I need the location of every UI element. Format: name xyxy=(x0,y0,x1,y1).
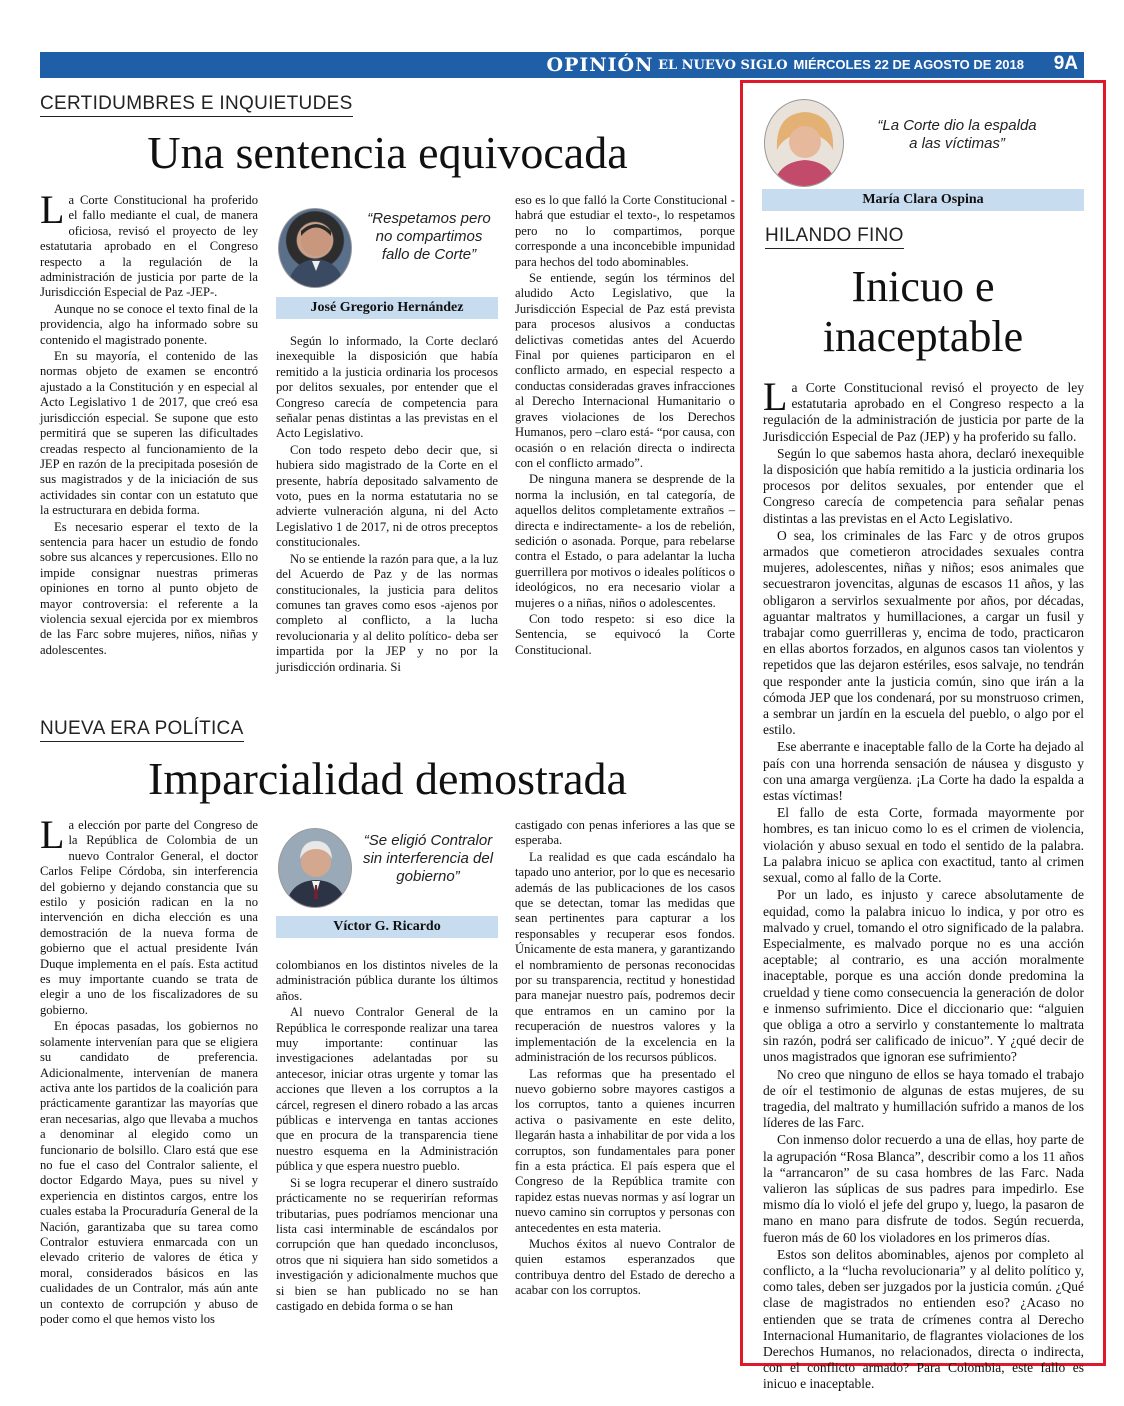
section-title: OPINIÓN xyxy=(546,54,654,76)
paragraph: En épocas pasadas, los gobiernos no solamente intervenían para que se eligiera su candidato de preferencia. Adicionalmente, intervenían de manera activa ante los partidos de la coalición para prácticamente garantizar las mayorías que eran necesarias, algo que llevaba a muchos a denominar al elegido como un funcionario de bolsillo. Claro está que ese no fue el caso del Contralor saliente, el doctor Edgardo Maya, pues su nivel y experiencia en distintos cargos, entre los cuales estaba la Procuraduría General de la Nación, garantizaba que su tarea como Contralor estuviera enmarcada con un elevado criterio de valores de ética y moral, considerados básicos en las cualidades de un Contralor, más aún ante un contexto de corrupción y abuso de poder como el que hemos visto los xyxy=(40,1019,258,1326)
paragraph: En su mayoría, el contenido de las normas objeto de examen se encontró ajustado a la Constitución y en especial al Acto Legislativo 1 de 2017, que creó esa jurisdicción especial. Se supone que esto permitirá que se superen las dificultades creadas respecto al funcionamiento de la JEP en razón de la precipitada posesión de sus magistrados y de la iniciación de sus actividades sin contar con un estatuto que la estructurara en debida forma. xyxy=(40,349,258,518)
paragraph: Ese aberrante e inaceptable fallo de la Corte ha dejado al país con una horrenda sensación de náusea y disgusto y con una amarga vergüenza. ¡La Corte ha dado la espalda a estas víctimas! xyxy=(763,739,1084,804)
author-name: María Clara Ospina xyxy=(762,189,1084,211)
paragraph: La elección por parte del Congreso de la República de Colombia de un nuevo Contralor General, el doctor Carlos Felipe Córdoba, sin interferencia del gobierno y dejando constancia que su estilo y posición radican en la no intervención en dicha elección es una demostración de la nueva forma de gobierno que el actual presidente Iván Duque implementa en el país. Esta actitud es muy importante cuando se trata de elegir a uno de los fiscalizadores de su gobierno. xyxy=(40,812,258,1017)
article1-column-1 xyxy=(40,187,258,659)
paragraph: Según lo que sabemos hasta ahora, declaró inexequible la disposición que había remitido a la justicia ordinaria los procesos por delitos sexuales, por entender que el Congreso carecía de competencia para señalar penas distintas a las previstas en el Acto Legislativo. xyxy=(763,445,1084,526)
portrait-icon xyxy=(279,209,352,288)
paragraph: Con todo respeto: si eso dice la Sentencia, se equivocó la Corte Constitucional. xyxy=(515,611,735,657)
paragraph: Si se logra recuperar el dinero sustraído prácticamente no se requerirían reformas tributarias, pues podríamos mencionar una lista casi interminable de escándalos por corrupción que han quedado inconclusos, otros que ni siquiera han sido sometidos a investigación y adicionalmente muchos que si bien se han publicado no se han castigado en debida forma o se han xyxy=(276,1175,498,1313)
page-number: 9A xyxy=(1053,53,1078,74)
headline-line: Inicuo e xyxy=(851,262,995,311)
author-name: Víctor G. Ricardo xyxy=(276,916,498,938)
article1-headline: Una sentencia equivocada xyxy=(147,127,628,178)
paragraph: O sea, los criminales de las Farc y de otros grupos armados que cometieron atrocidades sexuales contra mujeres, adolescentes, niñas y niños; esos animales que secuestraron jovencitas, algunas de escasos 11 años, y las obligaron a servirlos sexualmente por años, por décadas, aguantar maltratos y humillaciones, a cargar un fusil y trabajar como guerrilleras y, encima de todo, practicaron en ellas abortos forzados, en algunos casos tan violentos y repetidos que las dejaron estériles, esos salvaje, no tendrán que responder ante la justicia común, sino que irán a la cómoda JEP que los condenará, por su monstruoso crimen, a sembrar un jardín en la escuela del pueblo, o algo por el estilo. xyxy=(763,527,1084,738)
paragraph: De ninguna manera se desprende de la norma la inclusión, en tal categoría, de aquellos delitos completamente extraños –directa e indirectamente- a los de rebelión, sedición o asonada. Porque, para rebelarse contra el Estado, o para adelantar la lucha guerrillera por motivos o ideales políticos o ideológicos, no era necesario violar a mujeres o a niñas, niños o adolescentes. xyxy=(515,472,735,610)
article2-quote-box xyxy=(276,826,498,942)
pull-quote: “Respetamos pero no compartimos fallo de Corte” xyxy=(367,210,491,263)
article1-quote-box xyxy=(276,198,498,322)
article3-headline xyxy=(762,262,1084,362)
issue-date: MIÉRCOLES 22 DE AGOSTO DE 2018 xyxy=(793,57,1024,72)
article3-body xyxy=(763,374,1084,1394)
paragraph: No se entiende la razón para que, a la luz del Acuerdo de Paz y de las normas constitucionales, la justicia para delitos comunes tan graves como esos -ajenos por completo al conflicto, a la lucha revolucionaria y al delito político- deba ser impartida por la JEP y no por la jurisdicción ordinaria. Si xyxy=(276,551,498,674)
paragraph: colombianos en los distintos niveles de la administración pública durante los últimos años. xyxy=(276,958,498,1003)
article2-headline: Imparcialidad demostrada xyxy=(148,753,627,804)
portrait-icon xyxy=(279,829,352,908)
headline-line: inaceptable xyxy=(822,312,1024,361)
issue-info xyxy=(658,57,1024,73)
paragraph: eso es lo que falló la Corte Constitucional -habrá que estudiar el texto-, lo respetamos pero no lo compartimos, porque corresponde a una inconcebible impunidad para hechos del todo abominables. xyxy=(515,193,735,269)
paragraph: Con todo respeto debo decir que, si hubiera sido magistrado de la Corte en el presente, habría depositado salvamento de voto, pues en la norma estatutaria no se advierte vulneración alguna, ni del Acto Legislativo 1 de 2017, ni de otros preceptos constitucionales. xyxy=(276,442,498,550)
paragraph: Según lo informado, la Corte declaró inexequible la disposición que había remitido a la justicia ordinaria los procesos por delitos sexuales, por entender que el Congreso carecía de competencia para señalar penas distintas a las previstas en el Acto Legislativo. xyxy=(276,334,498,441)
author-name: José Gregorio Hernández xyxy=(276,297,498,319)
article2-column-3 xyxy=(515,818,735,1300)
article1-kicker: CERTIDUMBRES E INQUIETUDES xyxy=(40,93,353,117)
newspaper-name: EL NUEVO SIGLO xyxy=(658,58,788,73)
paragraph: La realidad es que cada escándalo ha tapado uno anterior, por lo que es necesario además de las publicaciones de los casos que se detectan, tomar las medidas que sean pertinentes para capturar a los responsables y recuperar esos fondos. Únicamente de esta manera, y garantizando el nombramiento de personas reconocidas por su transparencia, rectitud y honestidad para manejar nuestro país, podremos decir que entramos en un camino por la recuperación de nuestros valores y la implementación de la excelencia en la administración de los recursos públicos. xyxy=(515,849,735,1065)
paragraph: Por un lado, es injusto y carece absolutamente de equidad, como la palabra inicuo lo indica, y por otro es malvado y cruel, tomando el otro significado de la palabra. Especialmente, es malvado porque no es una acción aceptable; al contrario, es una acción moralmente inaceptable, porque es una acción donde predomina la crueldad y tiene como consecuencia la generación de dolor e inmenso sufrimiento. Dice el diccionario que: “alguien que obliga a otro a servirlo y constantemente lo maltrata sin razón, podrá ser calificado de inicuo”. Y ¿qué decir de unos magistrados que ignoran ese sufrimiento? xyxy=(763,887,1084,1065)
paragraph: Las reformas que ha presentado el nuevo gobierno sobre mayores castigos a los corruptos, tanto a quienes incurren activa o pasivamente en este delito, llegarán hasta a inhabilitar de por vida a los corruptos, son fundamentales para poner fin a esta práctica. El país espera que el Congreso de la República tramite con rapidez estas nuevas normas y así lograr un nuevo camino sin corruptos y personas con antecedentes en esta materia. xyxy=(515,1066,735,1235)
paragraph: Al nuevo Contralor General de la República le corresponde realizar una tarea muy importante: continuar las investigaciones adelantadas por su antecesor, iniciar otras urgente y tomar las acciones que lleven a los corruptos a la cárcel, regresen el dinero robado a las arcas públicas e intervenga en tantas acciones que en procura de la transparencia tiene nuestro esquema en la Administración pública y que espera nuestro pueblo. xyxy=(276,1005,498,1174)
paragraph: Es necesario esperar el texto de la sentencia para hacer un estudio de fondo sobre sus alcances y repercusiones. Ello no impide consignar nuestras primeras opiniones en torno al punto objeto de mayor controversia: el referente a la violencia sexual ejercida por ex miembros de las Farc sobre mujeres, niños, niñas y adolescentes. xyxy=(40,519,258,657)
article2-kicker: NUEVA ERA POLÍTICA xyxy=(40,718,244,742)
author-photo xyxy=(278,828,352,908)
paragraph: No creo que ninguno de ellos se haya tomado el trabajo de oír el testimonio de algunas de estas mujeres, de su tragedia, del maltrato y humillación sufrido a manos de los líderes de las Farc. xyxy=(763,1066,1084,1131)
paragraph: castigado con penas inferiores a las que se esperaba. xyxy=(515,818,735,848)
paragraph: El fallo de esta Corte, formada mayormente por hombres, es tan inicuo como lo es el crimen de violencia, violación y abuso sexual en todo el sentido de la palabra. La palabra inicuo se aplica con exactitud, tanto al crimen sexual, como al fallo de la Corte. xyxy=(763,805,1084,886)
paragraph: Estos son delitos abominables, ajenos por completo al conflicto, a la “lucha revolucionaria” y al delito político y, como tales, deben ser juzgados por la justicia común. ¿Qué clase de magistrados no entienden eso? ¿Acaso no entienden que se trata de crímenes contra al Derecho Internacional Humanitario, de flagrantes violaciones de los Derechos Humanos, no relacionados, directa o indirecta, con el conflicto armado? Para Colombia, este fallo es inicuo e inaceptable. xyxy=(763,1246,1084,1392)
article3-quote-box xyxy=(762,97,1084,213)
article3-kicker: HILANDO FINO xyxy=(765,225,904,249)
author-photo xyxy=(764,99,844,187)
article2-column-2 xyxy=(276,958,498,1315)
paragraph: La Corte Constitucional revisó el proyecto de ley estatutaria aprobado en el Congreso respecto a la regulación de la administración de justicia por parte de la Jurisdicción Especial de Paz (JEP) y ha proferido su fallo. xyxy=(763,374,1084,444)
pull-quote: “La Corte dio la espalda a las víctimas” xyxy=(877,117,1037,152)
article2-column-1 xyxy=(40,812,258,1328)
paragraph: Muchos éxitos al nuevo Contralor de quien estamos esperanzados que contribuya dentro del Estado de derecho a acabar con los corruptos. xyxy=(515,1236,735,1298)
paragraph: Se entiende, según los términos del aludido Acto Legislativo, que la Jurisdicción Especial de Paz está prevista para procesos alusivos a conductas delictivas cometidas antes del Acuerdo Final por quienes participaron en el conflicto armado, en especial respecto a conductas consideradas graves infracciones al Derecho Internacional Humanitario o graves violaciones de los Derechos Humanos, pero –claro está- “por causa, con ocasión o en relación directa o indirecta con el conflicto armado”. xyxy=(515,271,735,470)
article1-column-2 xyxy=(276,334,498,676)
pull-quote: “Se eligió Contralor sin interferencia del gobierno” xyxy=(362,832,494,885)
article1-column-3 xyxy=(515,193,735,659)
section-header-bar xyxy=(40,52,1084,78)
author-photo xyxy=(278,208,352,288)
paragraph: La Corte Constitucional ha proferido el fallo mediante el cual, de manera oficiosa, revisó el proyecto de ley estatutaria aprobado en el Congreso respecto a la regulación de la administración de justicia por parte de la Jurisdicción Especial de Paz -JEP-. xyxy=(40,187,258,300)
paragraph: Con inmenso dolor recuerdo a una de ellas, hoy parte de la agrupación “Rosa Blanca”, describir como a los 11 años la “arrancaron” de su casa hombres de las Farc. Nada valieron las súplicas de sus padres para impedirlo. Ese mismo día lo violó el jefe del grupo y, luego, la pasaron de mano en mano para disfrute de todos. Según recuerda, fueron más de 60 los violadores en los primeros días. xyxy=(763,1132,1084,1245)
portrait-icon xyxy=(765,100,844,187)
paragraph: Aunque no se conoce el texto final de la providencia, algo ha informado sobre su contenido el magistrado ponente. xyxy=(40,301,258,347)
